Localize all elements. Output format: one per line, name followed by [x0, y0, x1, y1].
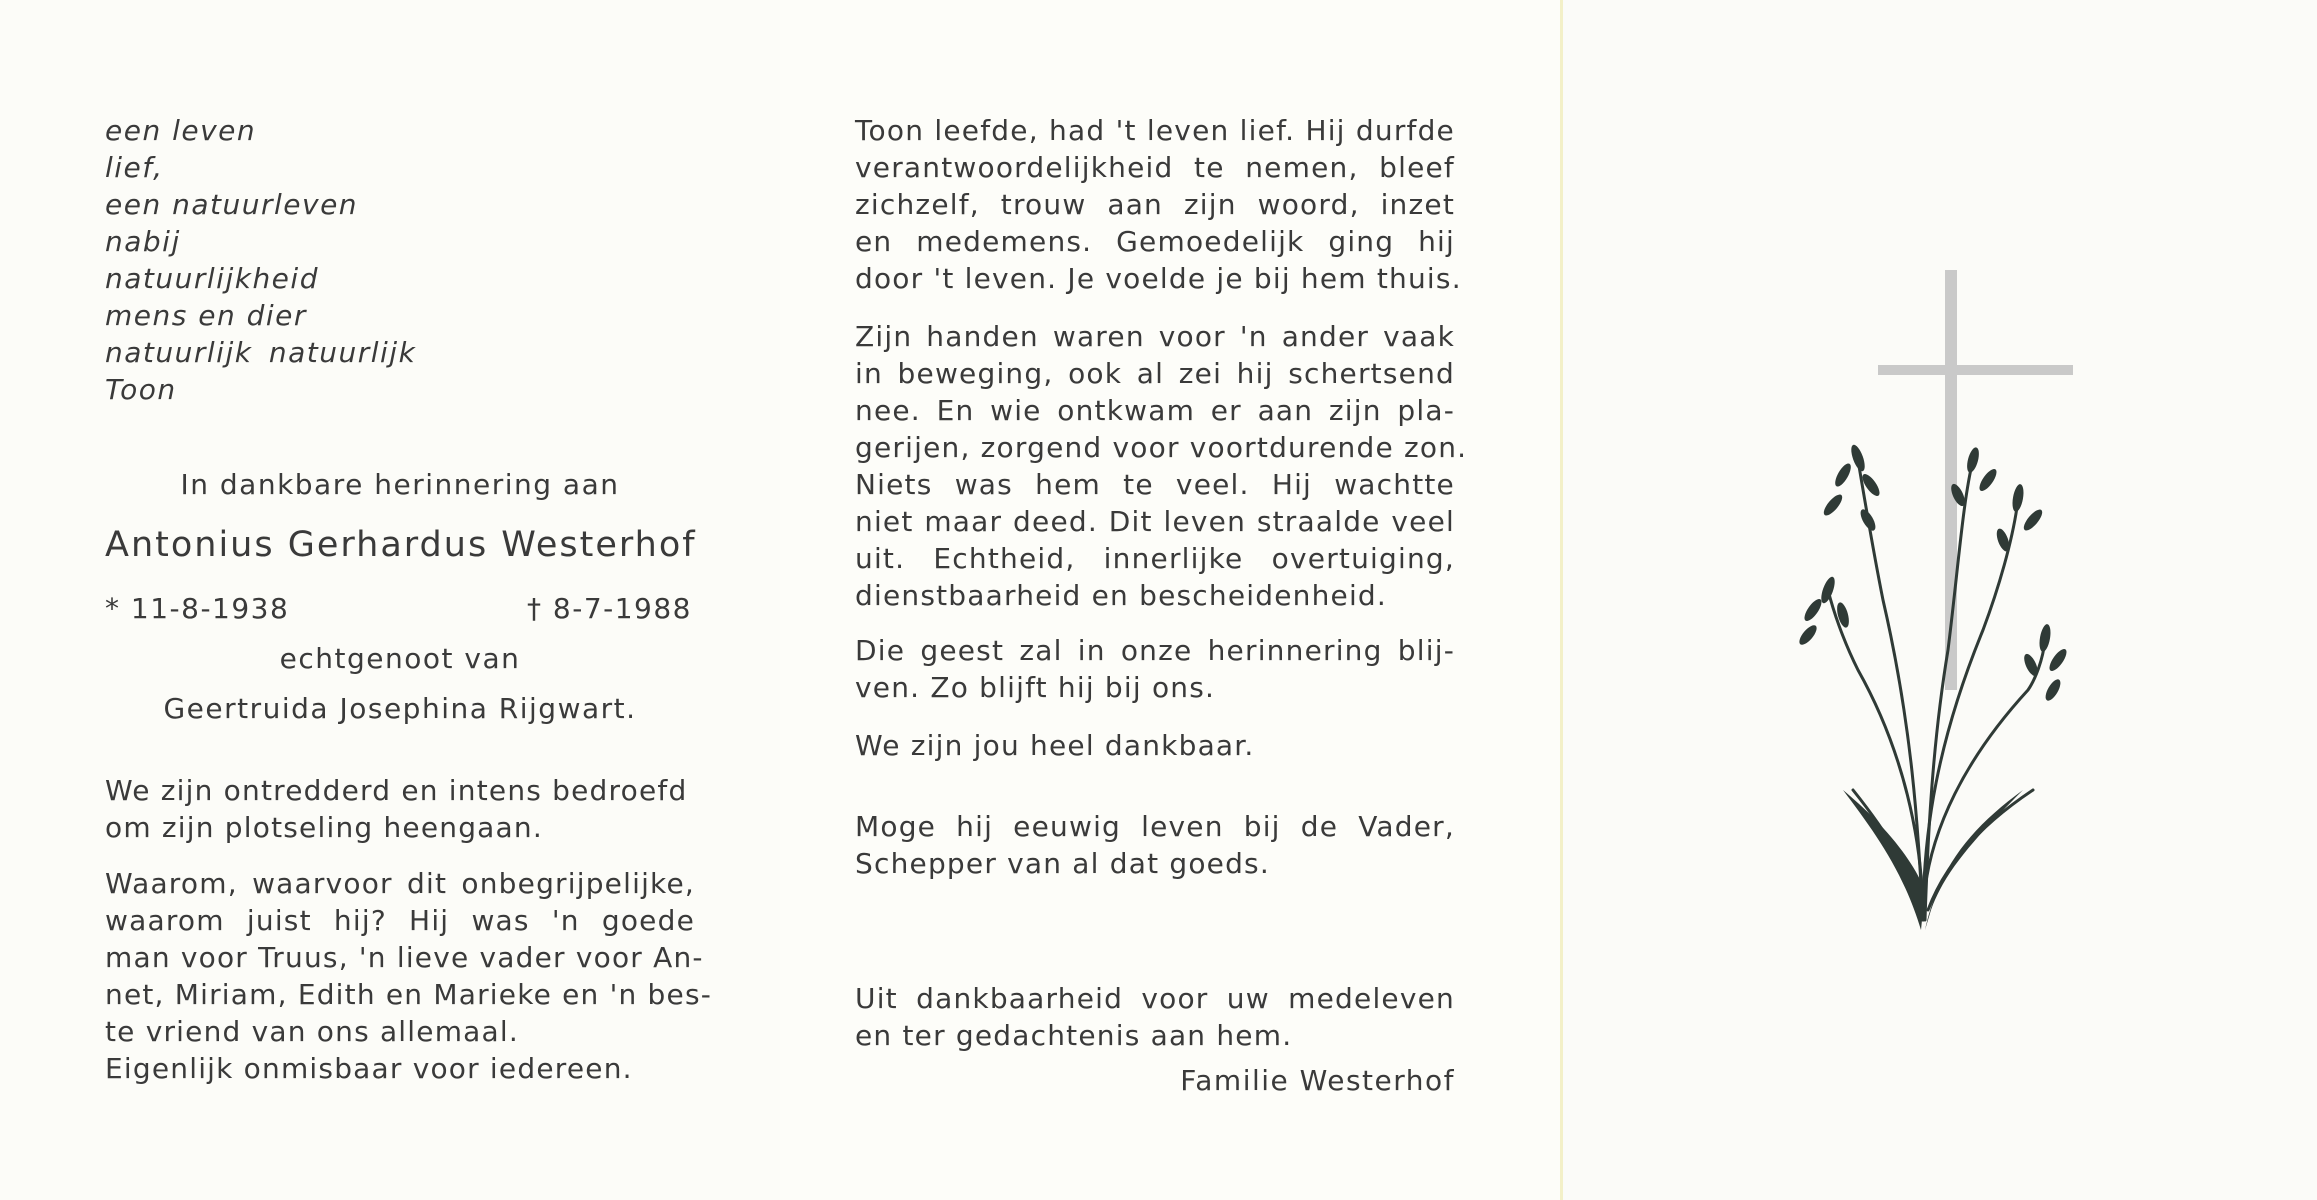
text-line: en ter gedachtenis aan hem.	[855, 1019, 1293, 1052]
poem-line: natuurlijk natuurlijk	[105, 336, 417, 369]
text-line: en medemens. Gemoedelijk ging hij	[855, 225, 1455, 258]
poem-line: natuurlijkheid	[105, 262, 319, 295]
death-date: † 8-7-1988	[527, 592, 692, 625]
family-signature: Familie Westerhof	[1180, 1064, 1455, 1097]
text-line: We zijn jou heel dankbaar.	[855, 729, 1255, 762]
text-line: door 't leven. Je voelde je bij hem thuis.	[855, 262, 1462, 295]
text-line: Toon leefde, had 't leven lief. Hij durfde	[855, 114, 1455, 147]
poem-line: een leven	[105, 114, 257, 147]
text-line: om zijn plotseling heengaan.	[105, 811, 543, 844]
text-line: Uit dankbaarheid voor uw medeleven	[855, 982, 1455, 1015]
text-line: dienstbaarheid en bescheidenheid.	[855, 579, 1388, 612]
middle-panel	[780, 0, 1560, 1200]
text-line: We zijn ontredderd en intens bedroefd	[105, 774, 688, 807]
text-line: net, Miriam, Edith en Marieke en 'n bes-	[105, 978, 713, 1011]
birth-date: * 11-8-1938	[105, 592, 290, 625]
poem-line: nabij	[105, 225, 181, 258]
spouse-name: Geertruida Josephina Rijgwart.	[163, 692, 637, 725]
memorial-intro: In dankbare herinnering aan	[180, 468, 620, 501]
text-line: waarom juist hij? Hij was 'n goede	[105, 904, 695, 937]
text-line: man voor Truus, 'n lieve vader voor An-	[105, 941, 704, 974]
grief-paragraph	[105, 772, 695, 846]
tribute-paragraph	[105, 865, 713, 1087]
poem-line: Toon	[105, 373, 177, 406]
text-line: Moge hij eeuwig leven bij de Vader,	[855, 810, 1455, 843]
text-line: Niets was hem te veel. Hij wachtte	[855, 468, 1455, 501]
prayer-paragraph	[855, 808, 1455, 882]
text-line: te vriend van ons allemaal.	[105, 1015, 519, 1048]
grass-stems	[1828, 460, 2045, 920]
cross-horizontal-beam	[1878, 365, 2073, 375]
text-line: in beweging, ook al zei hij schertsend	[855, 357, 1455, 390]
right-panel	[1560, 0, 2317, 1200]
hands-paragraph	[855, 318, 1468, 614]
thanks-paragraph	[855, 727, 1455, 764]
text-line: nee. En wie ontkwam er aan zijn pla-	[855, 394, 1455, 427]
poem	[105, 112, 416, 408]
left-panel	[0, 0, 780, 1200]
text-line: Schepper van al dat goeds.	[855, 847, 1270, 880]
poem-line: een natuurleven	[105, 188, 359, 221]
text-line: zichzelf, trouw aan zijn woord, inzet	[855, 188, 1455, 221]
deceased-name: Antonius Gerhardus Westerhof	[105, 525, 697, 565]
text-line: gerijen, zorgend voor voortdurende zon.	[855, 431, 1468, 464]
memory-paragraph	[855, 632, 1455, 706]
gratitude-paragraph	[855, 980, 1455, 1054]
text-line: niet maar deed. Dit leven straalde veel	[855, 505, 1455, 538]
character-paragraph	[855, 112, 1462, 297]
text-line: ven. Zo blijft hij bij ons.	[855, 671, 1216, 704]
text-line: Zijn handen waren voor 'n ander vaak	[855, 320, 1455, 353]
text-line: verantwoordelijkheid te nemen, bleef	[855, 151, 1455, 184]
text-line: uit. Echtheid, innerlijke overtuiging,	[855, 542, 1455, 575]
text-line: Eigenlijk onmisbaar voor iedereen.	[105, 1052, 633, 1085]
spouse-label: echtgenoot van	[279, 642, 521, 675]
seed-heads	[1796, 443, 2069, 703]
poem-line: mens en dier	[105, 299, 307, 332]
text-line: Waarom, waarvoor dit onbegrijpelijke,	[105, 867, 695, 900]
cross-with-grasses-icon	[1773, 270, 2073, 930]
poem-line: lief,	[105, 151, 164, 184]
text-line: Die geest zal in onze herinnering blij-	[855, 634, 1455, 667]
